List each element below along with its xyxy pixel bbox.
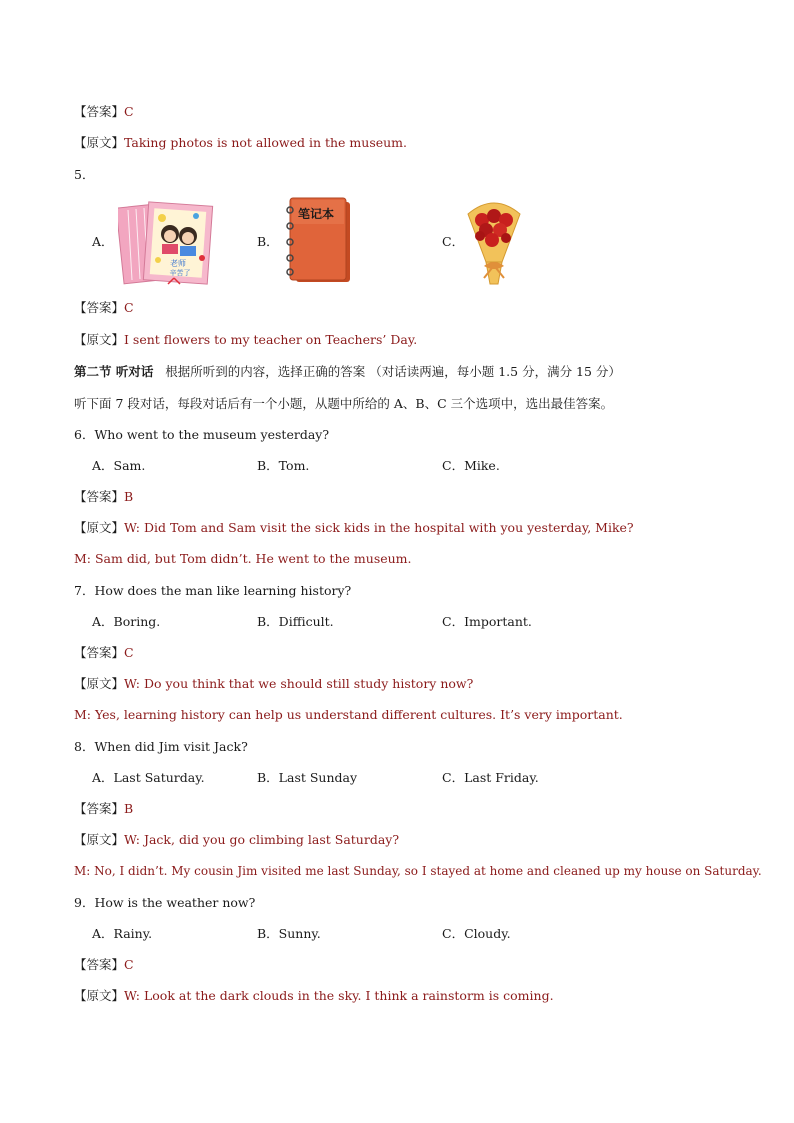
q6-option-b: B．Tom. — [257, 458, 310, 473]
q9-answer-line — [74, 957, 134, 973]
q6-transcript-2: M: Sam did, but Tom didn’t. He went to the museum. — [74, 551, 412, 566]
q5-transcript-line — [74, 332, 417, 348]
q5-transcript: I sent flowers to my teacher on Teachers’ Day. — [124, 332, 418, 347]
card-text: 老师 — [170, 259, 186, 268]
answer-tag: 【答案】 — [74, 801, 125, 816]
transcript-tag: 【原文】 — [74, 676, 125, 691]
q8-transcript-line — [74, 832, 399, 848]
q9-option-a: A．Rainy. — [92, 926, 153, 941]
q8-transcript-1: W: Jack, did you go climbing last Saturday? — [124, 832, 400, 847]
q6-answer-line — [74, 489, 133, 505]
q9-answer: C — [124, 957, 134, 972]
q6-option-c: C．Mike. — [442, 458, 500, 473]
section2-title: 第二节 听对话 — [74, 364, 154, 379]
answer-tag: 【答案】 — [74, 104, 125, 119]
q8-option-a: A．Last Saturday. — [92, 770, 205, 785]
q6-transcript-line — [74, 520, 634, 536]
q5-option-c: C． — [442, 234, 465, 249]
q6-answer: B — [124, 489, 134, 504]
q6-option-a: A．Sam. — [92, 458, 146, 473]
q7-transcript-1: W: Do you think that we should still study history now? — [124, 676, 474, 691]
q8-answer-line — [74, 801, 133, 817]
q5-answer: C — [124, 300, 134, 315]
teacher-card-image — [118, 200, 214, 286]
q9-option-c: C．Cloudy. — [442, 926, 511, 941]
q9-option-b: B．Sunny. — [257, 926, 321, 941]
q8-answer: B — [124, 801, 134, 816]
q4-transcript-line — [74, 135, 407, 151]
answer-tag: 【答案】 — [74, 300, 125, 315]
transcript-tag: 【原文】 — [74, 135, 125, 150]
q8-option-c: C．Last Friday. — [442, 770, 539, 785]
q7-transcript-line — [74, 676, 473, 692]
q7-answer-line — [74, 645, 134, 661]
q7-option-c: C．Important. — [442, 614, 532, 629]
answer-tag: 【答案】 — [74, 489, 125, 504]
q7-stem: 7．How does the man like learning history? — [74, 583, 352, 598]
q6-stem: 6．Who went to the museum yesterday? — [74, 427, 330, 442]
transcript-tag: 【原文】 — [74, 988, 125, 1003]
q8-transcript-2: M: No, I didn’t. My cousin Jim visited me last Sunday, so I stayed at home and cleaned up my house on Saturday. — [74, 864, 762, 878]
q5-number: 5． — [74, 167, 95, 182]
q5-option-a: A． — [92, 234, 114, 249]
q5-answer-line — [74, 300, 134, 316]
q4-answer-line — [74, 104, 134, 120]
notebook-image — [282, 196, 354, 286]
transcript-tag: 【原文】 — [74, 520, 125, 535]
notebook-text: 笔记本 — [297, 207, 335, 221]
q9-transcript-line — [74, 988, 554, 1004]
q9-stem: 9．How is the weather now? — [74, 895, 256, 910]
section2-subinstruction: 听下面 7 段对话，每段对话后有一个小题，从题中所给的 A、B、C 三个选项中，选出最佳答案。 — [74, 396, 614, 411]
q7-answer: C — [124, 645, 134, 660]
answer-tag: 【答案】 — [74, 957, 125, 972]
q8-option-b: B．Last Sunday — [257, 770, 358, 785]
q7-transcript-2: M: Yes, learning history can help us understand different cultures. It’s very important. — [74, 707, 623, 722]
flowers-image — [462, 196, 526, 288]
q8-stem: 8．When did Jim visit Jack? — [74, 739, 248, 754]
transcript-tag: 【原文】 — [74, 832, 125, 847]
q9-transcript-1: W: Look at the dark clouds in the sky. I think a rainstorm is coming. — [124, 988, 554, 1003]
q7-option-b: B．Difficult. — [257, 614, 334, 629]
section2-header — [74, 364, 621, 380]
q4-transcript: Taking photos is not allowed in the museum. — [124, 135, 408, 150]
transcript-tag: 【原文】 — [74, 332, 125, 347]
section2-instruction: 根据所听到的内容，选择正确的答案 （对话读两遍，每小题 1.5 分，满分 15 分） — [165, 364, 621, 379]
q6-transcript-1: W: Did Tom and Sam visit the sick kids in the hospital with you yesterday, Mike? — [124, 520, 634, 535]
q4-answer: C — [124, 104, 134, 119]
q5-option-b: B． — [257, 234, 279, 249]
q7-option-a: A．Boring. — [92, 614, 161, 629]
answer-tag: 【答案】 — [74, 645, 125, 660]
svg-text:辛苦了: 辛苦了 — [169, 269, 191, 277]
